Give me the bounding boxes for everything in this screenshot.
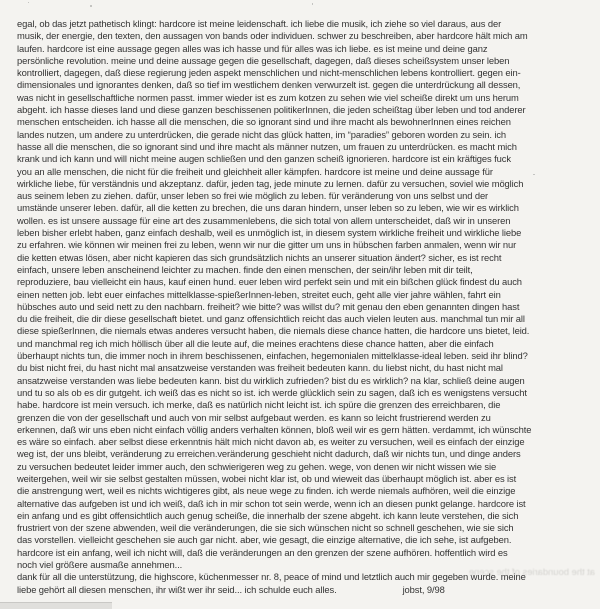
signature: jobst, 9/98 — [402, 583, 445, 595]
text-line: laufen. hardcore ist eine aussage gegen alles was ich hasse und für alles was ich liebe. es ist meine und deine ganz — [17, 42, 488, 54]
text-line: grenzen die von der gesellschaft und auch von mir selbst aufgebaut werden. es kann so leicht frustrierend werden zu — [17, 411, 491, 423]
text-line: landes nutzen, um andere zu unterdrücken, die gerade nicht das glück hatten, im “paradies” geboren worden zu sein. ich — [17, 128, 507, 140]
body-lines — [17, 18, 590, 584]
scan-speckle — [312, 3, 313, 5]
text-line: das vorstellen. vielleicht geschehen sie auch gar nicht. aber, wie gesagt, die einzige alternative, die ich sehe, ist aufgeben. — [17, 534, 512, 546]
text-line: einen netten job. lebt euer einfaches mittelklasse-spießerInnen-leben, streitet euch, geht alle vier jahre wählen, fahrt ein — [17, 288, 501, 300]
text-line: weitergehen, weil wir sie selbst gestalten müssen, wobei nicht klar ist, ob und wieweit das überhaupt möglich ist. aber es ist — [17, 472, 517, 484]
text-line: musik, der energie, den texten, den aussagen von bands oder individuen. schwer zu beschreiben, aber hardcore hält mich am — [17, 30, 528, 42]
text-line: zu versuchen bedeutet leider immer auch, den schwierigeren weg zu gehen. wege, von denen wir nicht wissen wie sie — [17, 460, 497, 472]
text-line: weg ist, der uns bleibt, veränderung zu erreichen.veränderung geschieht nicht dadurch, daß wir nichts tun, und dinge anders — [17, 448, 521, 460]
text-line: erkennen, daß wir uns eben nicht einfach völlig anders verhalten können, bloß weil wir es gern hätten. verdammt, ich wünschte — [17, 423, 532, 435]
text-line: krank und ich kann und will nicht meine augen schließen und den ganzen scheiß ignorieren. hardcore ist ein kräftiges fuck — [17, 153, 511, 165]
text-line: noch viel größere ausmaße annehmen... — [17, 559, 183, 571]
closing-line: liebe gehört all diesen menschen, ihr wißt wer ihr seid... ich schulde euch alles. — [17, 583, 337, 595]
text-line: und manchmal reg ich mich höllisch über all die leute auf, die meines erachtens diese chance hatten, aber die einfach — [17, 337, 494, 349]
body-text — [17, 18, 590, 596]
text-line: frustriert von der szene abwenden, weil die veränderungen, die sie sich wünschen nicht so schnell geschehen, wie sie sich — [17, 522, 514, 534]
text-line: hardcore ist ein anfang, weil ich nicht will, daß die veränderungen an den grenzen der szene aufhören. hoffentlich wird es — [17, 546, 508, 558]
text-line: einfach, unsere leben anscheinend leichter zu machen. finde den einen menschen, der sein/ihr leben mit dir teilt, — [17, 263, 473, 275]
closing-line-row — [17, 584, 590, 596]
text-line: egal, ob das jetzt pathetisch klingt: hardcore ist meine leidenschaft. ich liebe die musik, ich ziehe so viel daraus, aus der — [17, 18, 502, 29]
text-line: menschen entscheiden. ich hasse all die menschen, die so ignorant sind und ihre macht als bewohnerInnen eines reichen — [17, 116, 511, 128]
text-line: was nicht in gesellschaftliche normen passt. immer wieder ist es zum kotzen zu sehen wie viel scheiße direkt um uns herum — [17, 91, 519, 103]
text-line: ein anfang und es gibt offensichtlich auch genug scheiße, die innerhalb der szene abgeht. ich kann leute verstehen, die sich — [17, 509, 519, 521]
text-line: hasse all die menschen, die so ignorant sind und ihre macht als männer nutzen, um frauen zu unterdrücken. es macht mich — [17, 140, 517, 152]
text-line: die anstrengung wert, weil es nichts wichtigeres gibt, als neue wege zu finden. ich werde niemals aufhören, weil die einzige — [17, 485, 516, 497]
text-line: wollen. es ist unsere aussage für eine art des zusammenlebens, die sich total von allem unterscheidet, daß wir in unseren — [17, 214, 511, 226]
text-line: persönliche revolution. meine und deine aussage gegen die gesellschaft, dagegen, daß dieses scheißsystem unser leben — [17, 54, 510, 66]
scan-speckle — [28, 2, 29, 3]
text-line: überhaupt nichts tun, die immer noch in ihrem beschissenen, einfachen, hegemonialen mittelklasse-ideal leben. seid ihr blind? — [17, 350, 528, 362]
text-line: dimensionales und ignorantes denken, daß so tief im westlichem denken verwurzelt ist. gegen die unterdrückung all dessen, — [17, 79, 521, 91]
text-line: leben bisher erlebt haben, ganz einfach deshalb, weil es unmöglich ist, in diesem system wirkliche freiheit und wirkliche liebe — [17, 227, 522, 239]
text-line: kontrolliert, dagegen, daß diese regierung jeden aspekt menschlichen und nicht-menschlichen lebens kontrolliert. gegen ein- — [17, 67, 521, 79]
text-line: abgeht. ich hasse dieses land und diese ganzen beschissenen politikerInnen, die jeden scheißtag über leben und tod anderer — [17, 104, 526, 116]
text-line: umstände unserer leben. dafür, all die ketten zu brechen, die uns daran hindern, unser leben so zu leben, wie wir es wirklich — [17, 202, 519, 214]
text-line: du die freiheit, die dir diese gesellschaft bietet. und ganz offensichtlich reicht das auch vielen leuten aus. manchmal tun mir all — [17, 313, 525, 325]
text-line: habe. hardcore ist mein versuch. ich merke, daß es natürlich nicht leicht ist. ich spüre die grenzen des erreichbaren, die — [17, 399, 501, 411]
text-line: you an alle menschen, die nicht für die freiheit und gleichheit aller kämpfen. hardcore ist meine und deine aussage für — [17, 165, 493, 177]
text-line: reproduziere, bau vielleicht ein haus, kauf einen hund. euer leben wird perfekt sein und mit ein bißchen glück findest du auch — [17, 276, 522, 288]
scan-edge-artifact — [0, 602, 112, 609]
scan-speckle — [90, 5, 92, 7]
text-line: es wäre so einfach. aber selbst diese erkenntnis hält mich nicht davon ab, es weiter zu versuchen, weil es einfach der einzige — [17, 436, 525, 448]
text-line: alternative das aufgeben ist und ich weiß, daß ich in mir schon tot sein werde, wenn ich an diesen punkt gelange. hardcore ist — [17, 497, 526, 509]
text-line: du bist nicht frei, du hast nicht mal ansatzweise verstanden was freiheit bedeuten kann. du liebst nicht, du hast nicht mal — [17, 362, 503, 374]
text-line: hübsches auto und seid nett zu den nachbarn. freiheit? wie bitte? was willst du? mit genau den eben genannten dingen hast — [17, 300, 520, 312]
text-line: die ketten etwas lösen, aber nicht kapieren das sich grundsätzlich nichts an unserer situation ändert? sicher, es ist recht — [17, 251, 502, 263]
text-line: zu erfahren. wie können wir meinen frei zu leben, wenn wir nur die gitter um uns in hübschen farben anmalen, wenn wir nur — [17, 239, 517, 251]
text-line: und tu so als ob es dir gutgeht. ich weiß das es nicht so ist. ich werde glücklich sein zu sagen, daß ich es wenigstens versucht — [17, 386, 527, 398]
text-line: aus seinem leben zu ziehen. dafür, unser leben so frei wie möglich zu leben. für veränderung von uns selbst und der — [17, 190, 489, 202]
text-line: dank für all die unterstützung, die highscore, küchenmesser nr. 8, peace of mind und letztlich auch mir gegeben wurde. meine — [17, 571, 526, 583]
text-line: wirkliche liebe, für verständnis und akzeptanz. dafür, jeden tag, jede minute zu lernen. dafür zu versuchen, soviel wie möglich — [17, 177, 524, 189]
text-line: ansatzweise verstanden was liebe bedeuten kann. bist du wirklich zufrieden? bist du es wirklich? na klar, schließ deine augen — [17, 374, 525, 386]
text-line: diese spießerInnen, die niemals etwas anderes versucht haben, die niemals diese chance hatten, die hardcore uns bietet, leid. — [17, 325, 530, 337]
bleed-through-text: at the boundaries of the scene — [468, 566, 595, 577]
